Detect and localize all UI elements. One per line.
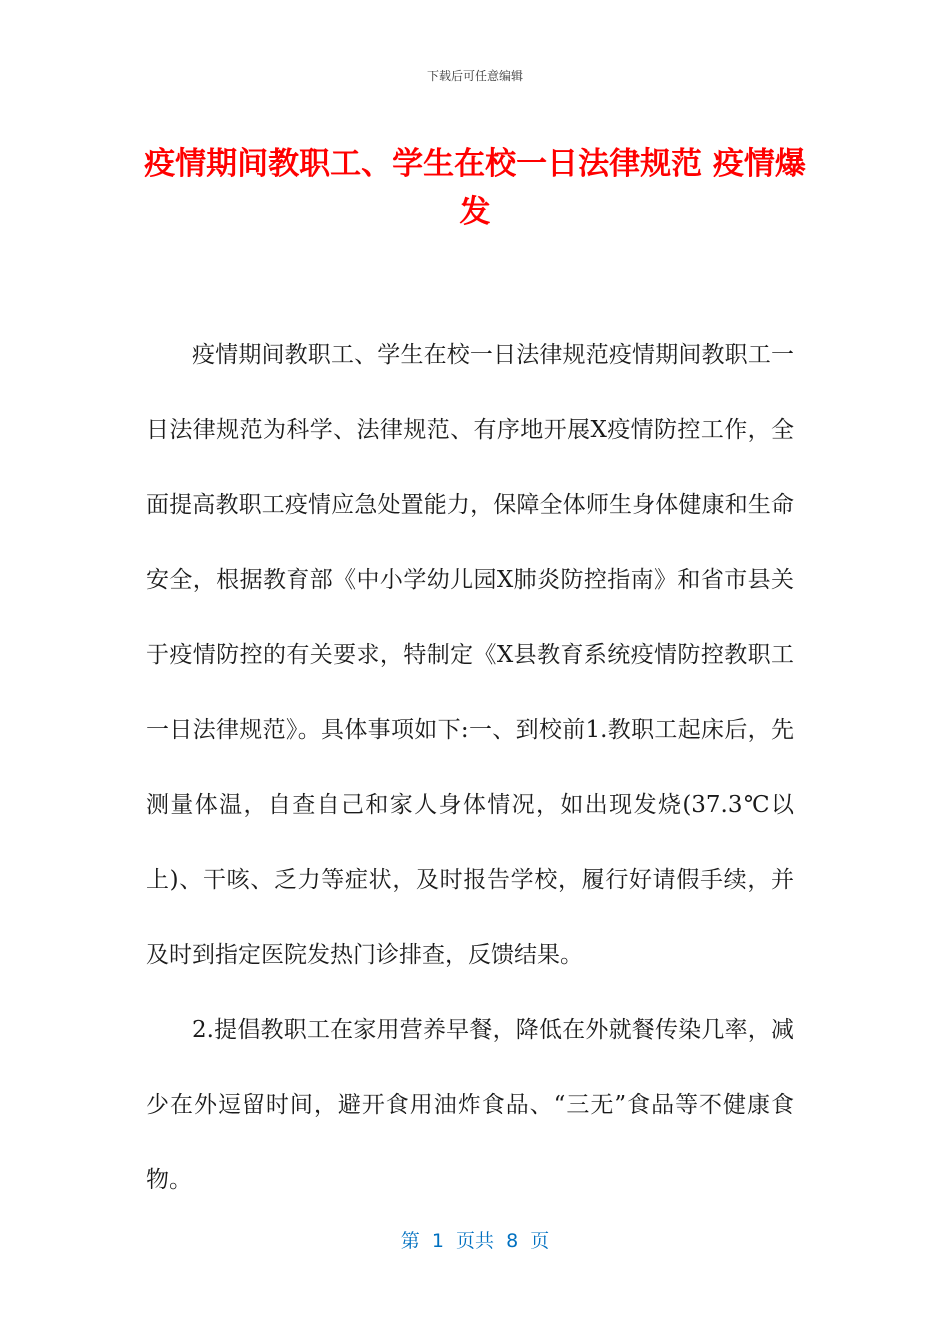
document-title: 疫情期间教职工、学生在校一日法律规范 疫情爆发 — [144, 146, 806, 230]
header-note: 下载后可任意编辑 — [426, 69, 523, 83]
page-number-footer: 第 1 页共 8 页 — [400, 1230, 550, 1252]
paragraph: 2.提倡教职工在家用营养早餐，降低在外就餐传染几率，减少在外逗留时间，避开食用油炸食品、“三无”食品等不健康食物。 — [146, 1017, 794, 1193]
document-body — [146, 318, 794, 1218]
paragraph: 疫情期间教职工、学生在校一日法律规范疫情期间教职工一日法律规范为科学、法律规范、有序地开展X疫情防控工作，全面提高教职工疫情应急处置能力，保障全体师生身体健康和生命安全，根据教育部《中小学幼儿园X肺炎防控指南》和省市县关于疫情防控的有关要求，特制定《X县教育系统疫情防控教职工一日法律规范》。具体事项如下:一、到校前1.教职工起床后，先测量体温，自查自己和家人身体情况，如出现发烧(37.3℃以上)、干咳、乏力等症状，及时报告学校，履行好请假手续，并及时到指定医院发热门诊排查，反馈结果。 — [146, 342, 794, 968]
